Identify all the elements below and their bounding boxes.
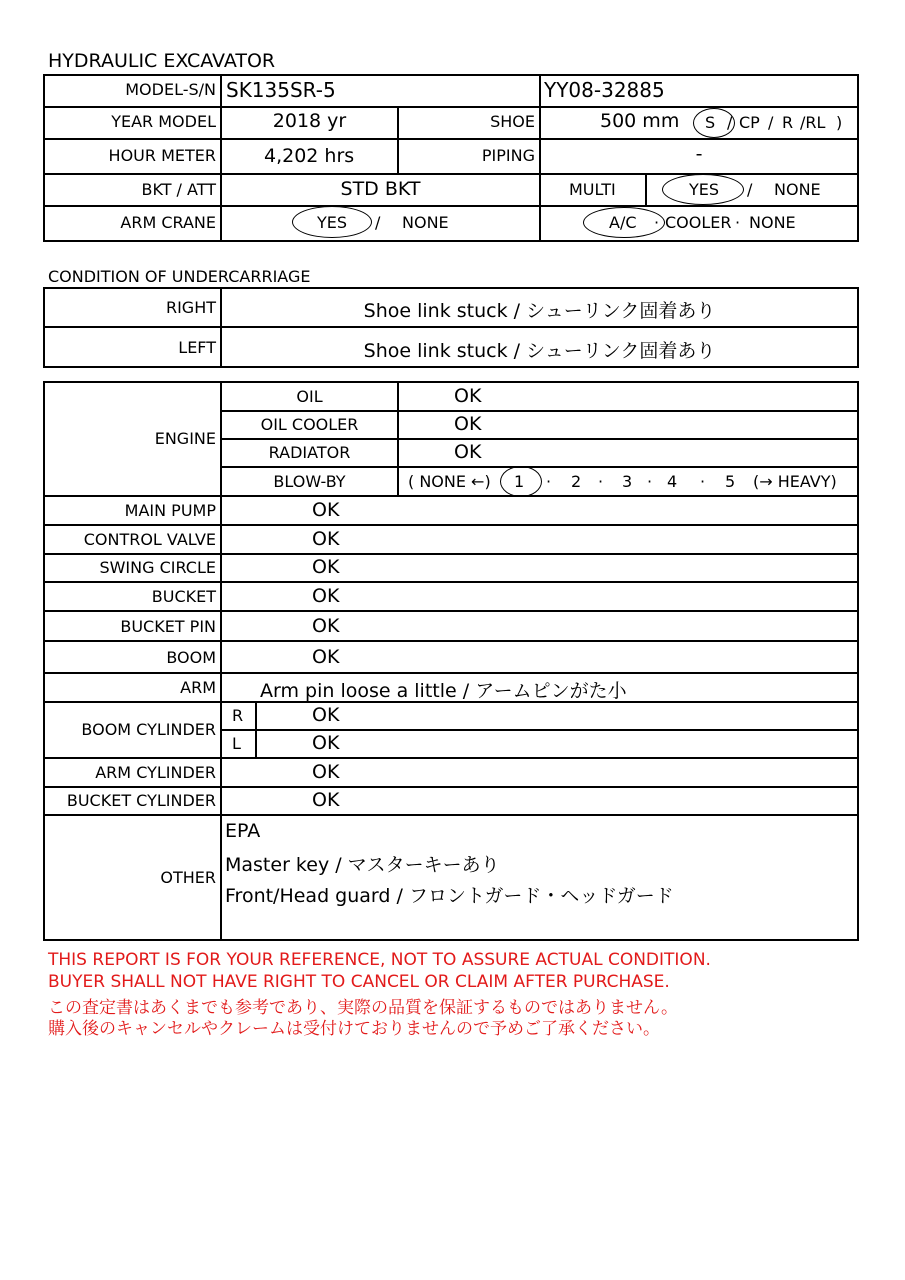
bucket-cylinder-label: BUCKET CYLINDER xyxy=(66,791,216,810)
blowby-level-2: 2 xyxy=(571,472,582,491)
blowby-dot-1: · xyxy=(546,472,552,491)
main-pump-label: MAIN PUMP xyxy=(124,501,216,520)
blowby-selected-circle xyxy=(500,466,542,497)
blowby-level-1: 1 xyxy=(514,472,525,491)
blowby-level-4: 4 xyxy=(667,472,678,491)
boom-label: BOOM xyxy=(166,648,216,667)
year-model-label: YEAR MODEL xyxy=(111,112,216,131)
arm-label: ARM xyxy=(180,678,216,697)
disclaimer-line-4: 購入後のキャンセルやクレームは受付けておりませんので予めご了承ください。 xyxy=(48,1019,660,1039)
boom-cylinder-l-label: L xyxy=(232,734,241,753)
serial-value: YY08-32885 xyxy=(544,78,665,102)
main-pump-value: OK xyxy=(312,499,340,521)
shoe-size-value: 500 mm xyxy=(600,110,680,132)
multi-none: NONE xyxy=(774,180,821,199)
blowby-dot-4: · xyxy=(700,472,706,491)
boom-cylinder-r-value: OK xyxy=(312,704,340,726)
ac-dot-2: · xyxy=(735,213,741,232)
shoe-type-sep1: / xyxy=(727,113,733,132)
undercarriage-left-value: Shoe link stuck / シューリンク固着あり xyxy=(363,340,716,362)
boom-value: OK xyxy=(312,646,340,668)
bucket-pin-value: OK xyxy=(312,615,340,637)
other-item-epa: EPA xyxy=(225,820,261,842)
arm-crane-label: ARM CRANE xyxy=(120,213,216,232)
year-value: 2018 yr xyxy=(272,110,347,132)
arm-crane-sep: / xyxy=(375,213,381,232)
bucket-cylinder-value: OK xyxy=(312,789,340,811)
multi-yes: YES xyxy=(689,180,720,199)
arm-crane-yes: YES xyxy=(317,213,348,232)
bkt-value: STD BKT xyxy=(340,178,421,200)
radiator-label: RADIATOR xyxy=(268,443,351,462)
arm-cylinder-value: OK xyxy=(312,761,340,783)
arm-cylinder-label: ARM CYLINDER xyxy=(95,763,216,782)
blowby-dot-3: · xyxy=(647,472,653,491)
arm-value: Arm pin loose a little / アームピンがた小 xyxy=(260,680,627,702)
swing-circle-label: SWING CIRCLE xyxy=(99,558,216,577)
bucket-label: BUCKET xyxy=(151,587,216,606)
cooler-option: COOLER xyxy=(665,213,732,232)
shoe-type-sep2: / xyxy=(768,113,774,132)
model-value: SK135SR-5 xyxy=(226,78,336,102)
shoe-type-cp: CP xyxy=(739,113,760,132)
swing-circle-value: OK xyxy=(312,556,340,578)
arm-crane-none: NONE xyxy=(402,213,449,232)
shoe-type-r: R xyxy=(782,113,794,132)
undercarriage-left-label: LEFT xyxy=(178,338,216,357)
multi-selected-circle xyxy=(662,174,744,205)
oil-cooler-value: OK xyxy=(454,413,482,435)
ac-none-option: NONE xyxy=(749,213,796,232)
radiator-value: OK xyxy=(454,441,482,463)
engine-label: ENGINE xyxy=(154,429,216,448)
hours-value: 4,202 hrs xyxy=(264,145,355,167)
blowby-dot-2: · xyxy=(598,472,604,491)
blowby-scale-end: (→ HEAVY) xyxy=(753,472,837,491)
ac-dot-1: · xyxy=(654,213,660,232)
oil-cooler-label: OIL COOLER xyxy=(260,415,359,434)
undercarriage-right-label: RIGHT xyxy=(165,298,216,317)
blowby-level-3: 3 xyxy=(622,472,633,491)
other-label: OTHER xyxy=(160,868,216,887)
bucket-pin-label: BUCKET PIN xyxy=(120,617,216,636)
bucket-value: OK xyxy=(312,585,340,607)
arm-crane-selected-circle xyxy=(292,206,372,238)
blowby-scale-start: ( NONE ←) xyxy=(408,472,491,491)
blowby-label: BLOW-BY xyxy=(273,472,346,491)
page-title: HYDRAULIC EXCAVATOR xyxy=(48,50,276,72)
ac-selected-circle xyxy=(583,207,665,238)
boom-cylinder-l-value: OK xyxy=(312,732,340,754)
disclaimer-line-1: THIS REPORT IS FOR YOUR REFERENCE, NOT TO ASSURE ACTUAL CONDITION. xyxy=(48,950,711,970)
undercarriage-heading: CONDITION OF UNDERCARRIAGE xyxy=(48,267,311,286)
shoe-type-close: ) xyxy=(836,113,843,132)
other-item-guard: Front/Head guard / フロントガード・ヘッドガード xyxy=(225,885,674,907)
undercarriage-right-value: Shoe link stuck / シューリンク固着あり xyxy=(363,300,716,322)
blowby-level-5: 5 xyxy=(725,472,736,491)
ac-option: A/C xyxy=(609,213,637,232)
multi-sep: / xyxy=(747,180,753,199)
bkt-att-label: BKT / ATT xyxy=(141,180,216,199)
shoe-type-s: S xyxy=(705,113,716,132)
shoe-type-rl: /RL xyxy=(800,113,826,132)
oil-label: OIL xyxy=(296,387,323,406)
control-valve-label: CONTROL VALVE xyxy=(83,530,216,549)
disclaimer-line-2: BUYER SHALL NOT HAVE RIGHT TO CANCEL OR CLAIM AFTER PURCHASE. xyxy=(48,972,670,992)
shoe-label: SHOE xyxy=(490,112,535,131)
oil-value: OK xyxy=(454,385,482,407)
model-sn-label: MODEL-S/N xyxy=(125,80,216,99)
disclaimer-line-3: この査定書はあくまでも参考であり、実際の品質を保証するものではありません。 xyxy=(48,998,679,1018)
control-valve-value: OK xyxy=(312,528,340,550)
hour-meter-label: HOUR METER xyxy=(108,146,216,165)
other-item-master-key: Master key / マスターキーあり xyxy=(225,854,500,876)
piping-label: PIPING xyxy=(481,146,535,165)
boom-cylinder-r-label: R xyxy=(232,706,244,725)
multi-label: MULTI xyxy=(569,180,616,199)
boom-cylinder-label: BOOM CYLINDER xyxy=(81,720,216,739)
piping-value: - xyxy=(695,143,703,165)
